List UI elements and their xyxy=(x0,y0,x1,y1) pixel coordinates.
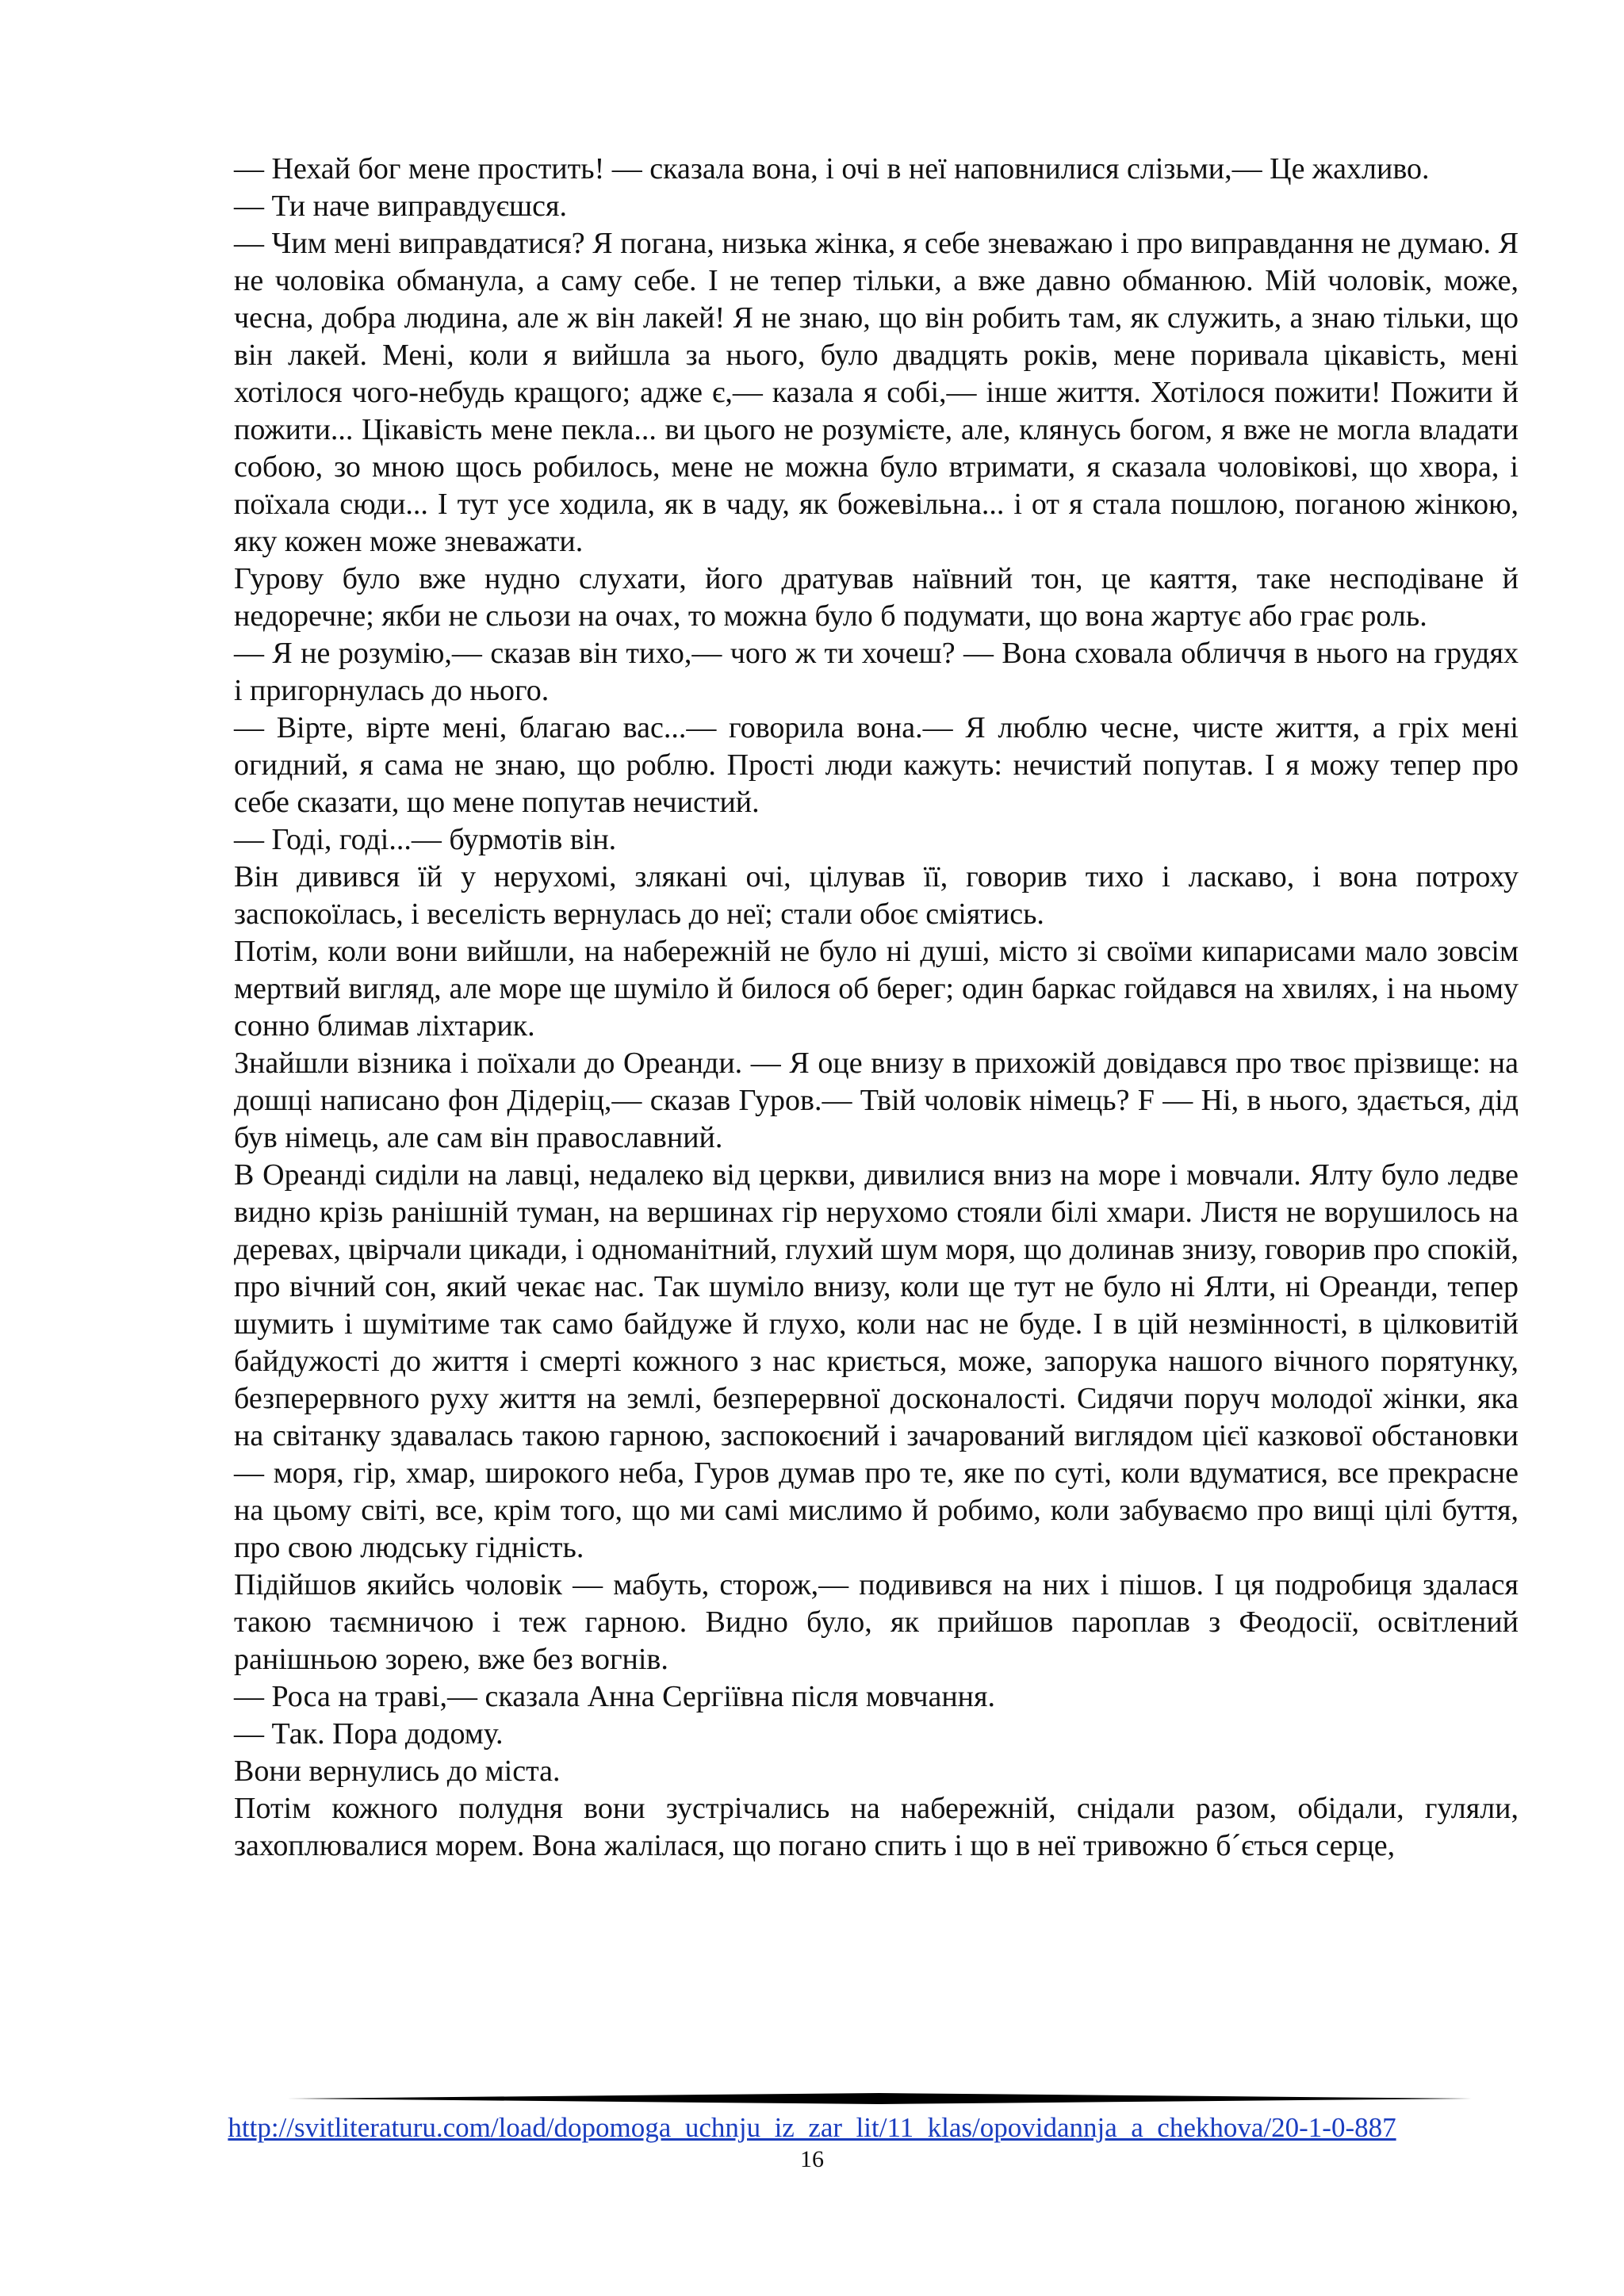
paragraph: В Ореанді сиділи на лавці, недалеко від церкви, дивилися вниз на море і мовчали. Ялту було ледве видно крізь ранішній туман, на вершинах гір нерухомо стояли білі хмари. Листя не ворушилось на деревах, цвірчали цикади, і одноманітний, глухий шум моря, що долинав знизу, говорив про спокій, про вічний сон, який чекає нас. Так шуміло внизу, коли ще тут не було ні Ялти, ні Ореанди, тепер шумить і шумітиме так само байдуже й глухо, коли нас не буде. І в цій незмінності, в цілковитій байдужості до життя і смерті кожного з нас криється, може, запорука нашого вічного порятунку, безперервного руху життя на землі, безперервної досконалості. Сидячи поруч молодої жінки, яка на світанку здавалась такою гарною, заспокоєний і зачарований виглядом цієї казкової обстановки — моря, гір, хмар, широкого неба, Гуров думав про те, яке по суті, коли вдуматися, все прекрасне на цьому світі, все, крім того, що ми самі мислимо й робимо, коли забуваємо про вищі цілі буття, про свою людську гідність. xyxy=(234,1158,1519,1564)
paragraph: Потім, коли вони вийшли, на набережній не було ні душі, місто зі своїми кипарисами мало зовсім мертвий вигляд, але море ще шуміло й билося об берег; один баркас гойдався на хвилях, і на ньому сонно блимав ліхтарик. xyxy=(234,935,1519,1043)
paragraph: Гурову було вже нудно слухати, його дратував наївний тон, це каяття, таке несподіване й недоречне; якби не сльози на очах, то можна було б подумати, що вона жартує або грає роль. xyxy=(234,562,1519,633)
footer-divider xyxy=(287,2093,1472,2104)
paragraph: — Чим мені виправдатися? Я погана, низька жінка, я себе зневажаю і про виправдання не думаю. Я не чоловіка обманула, а саму себе. І не тепер тільки, а вже давно обманюю. Мій чоловік, може, чесна, добра людина, але ж він лакей! Я не знаю, що він робить там, як служить, а знаю тільки, що він лакей. Мені, коли я вийшла за нього, було двадцять років, мене поривала цікавість, мені хотілося чого-небудь кращого; адже є,— казала я собі,— інше життя. Хотілося пожити! Пожити й пожити... Цікавість мене пекла... ви цього не розумієте, але, клянусь богом, я вже не могла владати собою, зо мною щось робилось, мене не можна було втримати, я сказала чоловікові, що хвора, і поїхала сюди... І тут усе ходила, як в чаду, як божевільна... і от я стала пошлою, поганою жінкою, яку кожен може зневажати. xyxy=(234,227,1519,558)
paragraph: — Вірте, вірте мені, благаю вас...— говорила вона.— Я люблю чесне, чисте життя, а гріх мені огидний, я сама не знаю, що роблю. Прості люди кажуть: нечистий попутав. І я можу тепер про себе сказати, що мене попутав нечистий. xyxy=(234,711,1519,819)
page-number: 16 xyxy=(800,2146,824,2172)
paragraph: Потім кожного полудня вони зустрічались на набережній, снідали разом, обідали, гуляли, захоплювалися морем. Вона жалілася, що погано спить і що в неї тривожно б´ється серце, xyxy=(234,1792,1519,1862)
paragraph: — Я не розумію,— сказав він тихо,— чого ж ти хочеш? — Вона сховала обличчя в нього на грудях і пригорнулась до нього. xyxy=(234,637,1519,707)
paragraph: — Ти наче виправдуєшся. xyxy=(234,189,567,223)
paragraph: Знайшли візника і поїхали до Ореанди. — Я оце внизу в прихожій довідався про твоє прізвище: на дошці написано фон Дідеріц,— сказав Гуров.— Твій чоловік німець? F — Ні, в нього, здається, дід був німець, але сам він православний. xyxy=(234,1047,1519,1154)
paragraph: — Так. Пора додому. xyxy=(234,1717,504,1751)
source-link[interactable]: http://svitliteraturu.com/load/dopomoga_uchnju_iz_zar_lit/11_klas/opovidannja_a_chekhova/20-1-0-887 xyxy=(228,2112,1396,2143)
paragraph: — Нехай бог мене простить! — сказала вона, і очі в неї наповнилися слізьми,— Це жахливо. xyxy=(234,152,1430,186)
paragraph: — Роса на траві,— сказала Анна Сергіївна після мовчання. xyxy=(234,1680,996,1713)
paragraph: — Годі, годі...— бурмотів він. xyxy=(234,823,617,856)
paragraph: Він дивився їй у нерухомі, злякані очі, цілував її, говорив тихо і ласкаво, і вона потроху заспокоїлась, і веселість вернулась до неї; стали обоє сміятись. xyxy=(234,860,1519,931)
page-body xyxy=(234,151,1519,1865)
paragraph: Підійшов якийсь чоловік — мабуть, сторож,— подивився на них і пішов. І ця подробиця здалася такою таємничою і теж гарною. Видно було, як прийшов пароплав з Феодосії, освітлений ранішньою зорею, вже без вогнів. xyxy=(234,1568,1519,1676)
paragraph: Вони вернулись до міста. xyxy=(234,1755,561,1788)
